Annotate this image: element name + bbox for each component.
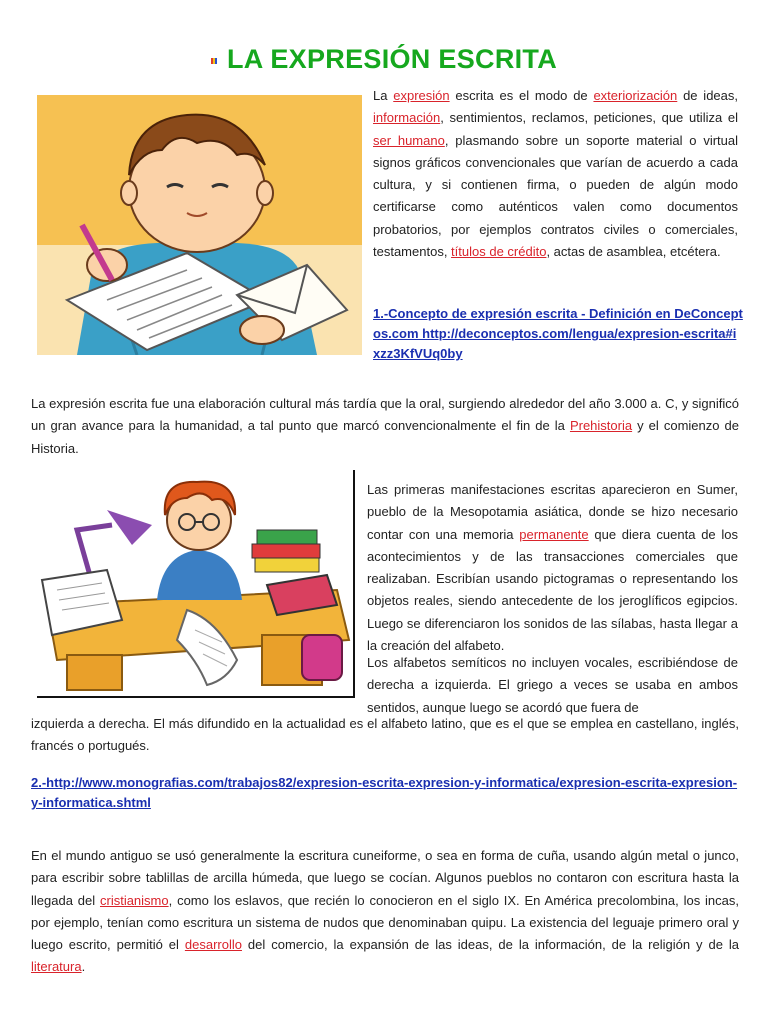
reference-link-2[interactable]: 2.-http://www.monografias.com/trabajos82/expresion-escrita-expresion-y-informatica/expresion-escrita-expresion-y-informatica.shtml (31, 775, 738, 810)
link-titulos-credito[interactable]: títulos de crédito (451, 244, 547, 260)
link-exteriorizacion[interactable]: exteriorización (593, 88, 678, 103)
boy-writing-drawing (37, 95, 362, 355)
paragraph-definition: La expresión escrita es el modo de exteriorización de ideas, información, sentimientos, reclamos, peticiones, que utiliza el ser humano, plasmando sobre un soporte material o virtual signos gráficos convencionales que varían de acuerdo a cada cultura, y si contienen firma, o pueden de algún modo certificarse como auténticos valen como documentos probatorios, por ejemplos contratos civiles o comerciales, testamentos, títulos de crédito, actas de asamblea, etcétera. (373, 88, 738, 260)
paragraph-ancient-world: En el mundo antiguo se usó generalmente la escritura cuneiforme, o sea en forma de cuña, usando algún metal o junco, para escribir sobre tablillas de arcilla húmeda, que luego se cocían. Algunos pueblos no contaron con escritura hasta la llegada del cristianismo, como los eslavos, que recién lo conocieron en el siglo IX. En América precolombina, los incas, por ejemplo, tenían como escritura un sistema de nudos que denominaban quipu. La existencia del leguaje primero oral y luego escrito, permitió el desarrollo del comercio, la expansión de las ideas, de la información, de la religión y de la literatura. (31, 848, 740, 975)
paragraph-history: La expresión escrita fue una elaboración cultural más tardía que la oral, surgiendo alrededor del año 3.000 a. C, y significó un gran avance para la humanidad, a tal punto que marcó convencionalmente el fin de la Prehistoria y el comienzo de Historia. (31, 396, 739, 456)
reference-link-1[interactable]: 1.-Concepto de expresión escrita - Definición en DeConceptos.com http://deconceptos.com/lengua/expresion-escrita#ixzz3KfVUq0by (373, 306, 743, 361)
link-cristianismo[interactable]: cristianismo (99, 892, 169, 908)
link-ser-humano[interactable]: ser humano (373, 132, 445, 148)
page-title (0, 44, 768, 75)
boy-desk-illustration (37, 470, 355, 698)
bullet-icon (211, 58, 217, 64)
paragraph-alphabets-start: Los alfabetos semíticos no incluyen vocales, escribiéndose de derecha a izquierda. El griego a veces se usaba en ambos sentidos, aunque luego se acordó que fuera de (367, 655, 738, 715)
boy-writing-illustration (37, 95, 362, 355)
boy-desk-drawing (37, 470, 353, 696)
link-informacion[interactable]: información (373, 110, 441, 126)
title-text: LA EXPRESIÓN ESCRITA (226, 44, 558, 74)
paragraph-alphabets-end: izquierda a derecha. El más difundido en la actualidad es el alfabeto latino, que es el que se emplea en castellano, inglés, francés o portugués. (31, 716, 739, 754)
paragraph-sumer: Las primeras manifestaciones escritas aparecieron en Sumer, pueblo de la Mesopotamia asiática, donde se hizo necesario contar con una memoria permanente que diera cuenta de los acontecimientos y de las transacciones comerciales que realizaban. Escribían usando pictogramas o representando los objetos reales, siendo antecedente de los jeroglíficos egipcios. Luego se diferenciaron los sonidos de las sílabas, hasta llegar a la creación del alfabeto. (367, 482, 738, 654)
link-expresion[interactable]: expresión (393, 88, 450, 103)
link-literatura[interactable]: literatura (31, 959, 82, 975)
link-desarrollo[interactable]: desarrollo (184, 937, 242, 953)
link-permanente[interactable]: permanente (519, 526, 589, 542)
link-prehistoria[interactable]: Prehistoria (569, 418, 633, 434)
